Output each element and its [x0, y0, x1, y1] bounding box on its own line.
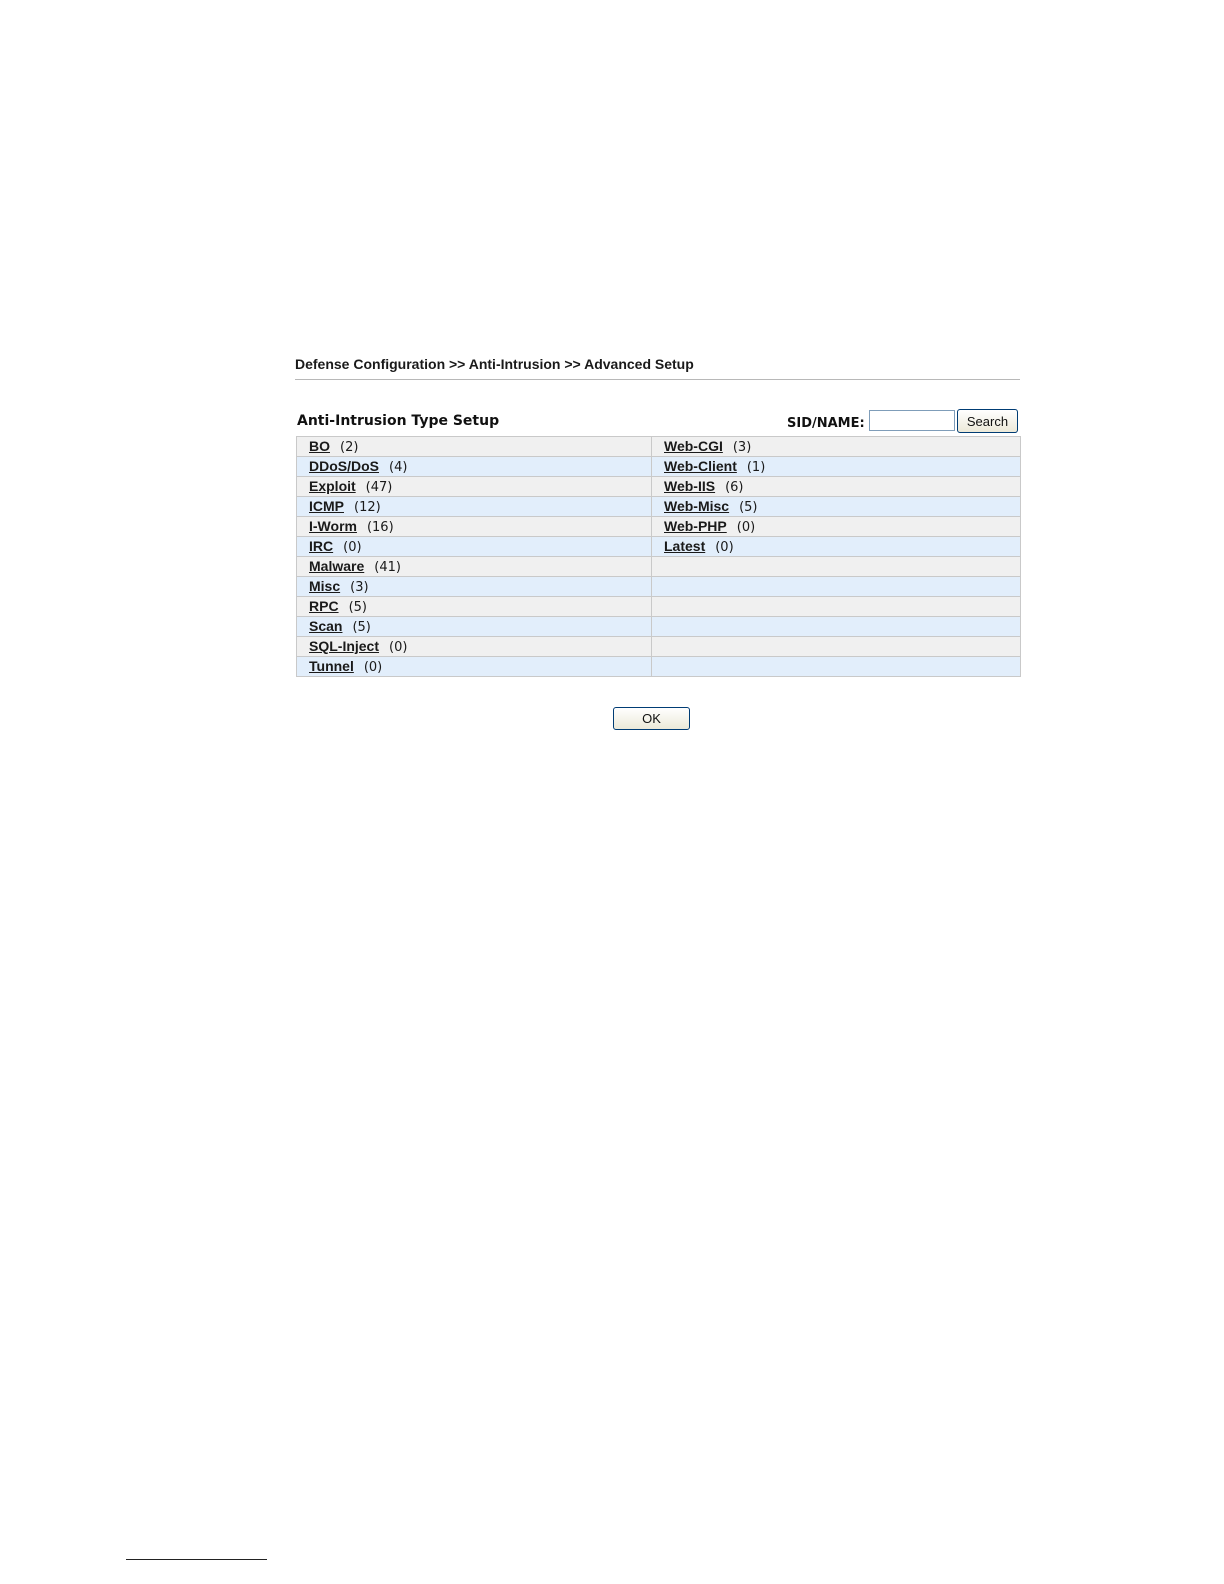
- type-link[interactable]: DDoS/DoS: [309, 458, 379, 474]
- type-cell: [652, 497, 1021, 517]
- type-cell: [297, 497, 652, 517]
- type-cell: [297, 517, 652, 537]
- type-cell: [652, 457, 1021, 477]
- type-link[interactable]: Exploit: [309, 478, 356, 494]
- table-row: [297, 437, 1021, 457]
- type-cell: [652, 557, 1021, 577]
- type-link[interactable]: Tunnel: [309, 658, 354, 674]
- type-count: (4): [389, 460, 408, 475]
- type-link[interactable]: Web-PHP: [664, 518, 727, 534]
- ok-button[interactable]: OK: [613, 707, 690, 730]
- type-link[interactable]: Web-CGI: [664, 438, 723, 454]
- type-link[interactable]: RPC: [309, 598, 339, 614]
- type-link[interactable]: Scan: [309, 618, 343, 634]
- type-count: (3): [350, 580, 369, 595]
- table-row: [297, 637, 1021, 657]
- type-cell: [652, 537, 1021, 557]
- type-cell: [652, 657, 1021, 677]
- type-cell: [297, 597, 652, 617]
- type-cell: [652, 617, 1021, 637]
- table-row: [297, 517, 1021, 537]
- intrusion-type-table-body: [297, 437, 1021, 677]
- type-count: (2): [340, 440, 359, 455]
- table-row: [297, 537, 1021, 557]
- type-cell: [297, 617, 652, 637]
- table-row: [297, 557, 1021, 577]
- section-title: Anti-Intrusion Type Setup: [297, 413, 500, 429]
- type-cell: [297, 477, 652, 497]
- type-count: (0): [389, 640, 408, 655]
- type-count: (0): [363, 660, 383, 675]
- type-link[interactable]: Web-Client: [664, 458, 737, 474]
- type-cell: [652, 597, 1021, 617]
- type-cell: [297, 537, 652, 557]
- type-count: (41): [374, 560, 401, 575]
- search-input[interactable]: [869, 410, 955, 431]
- type-cell: [652, 577, 1021, 597]
- type-link[interactable]: Malware: [309, 558, 365, 574]
- type-link[interactable]: Web-Misc: [664, 498, 730, 514]
- type-count: (5): [352, 620, 371, 635]
- type-link[interactable]: Latest: [664, 538, 706, 554]
- table-row: [297, 457, 1021, 477]
- type-count: (0): [343, 540, 362, 555]
- type-count: (47): [365, 480, 393, 495]
- type-link[interactable]: Web-IIS: [664, 478, 716, 494]
- type-cell: [297, 657, 652, 677]
- type-count: (16): [366, 520, 394, 535]
- search-label: SID/NAME:: [787, 416, 865, 431]
- table-row: [297, 477, 1021, 497]
- type-link[interactable]: SQL-Inject: [309, 638, 380, 654]
- table-row: [297, 577, 1021, 597]
- breadcrumb: Defense Configuration >> Anti-Intrusion >> Advanced Setup: [295, 356, 694, 372]
- type-link[interactable]: Misc: [309, 578, 341, 594]
- footnote-divider: [126, 1559, 267, 1560]
- type-count: (3): [732, 440, 752, 455]
- type-cell: [297, 637, 652, 657]
- type-cell: [652, 477, 1021, 497]
- type-link[interactable]: ICMP: [309, 498, 344, 514]
- title-divider: [295, 379, 1020, 380]
- type-cell: [297, 457, 652, 477]
- intrusion-type-table: [296, 436, 1021, 677]
- type-count: (5): [348, 600, 367, 615]
- type-link[interactable]: BO: [309, 438, 330, 454]
- type-count: (12): [354, 500, 381, 515]
- type-link[interactable]: IRC: [309, 538, 334, 554]
- table-row: [297, 497, 1021, 517]
- type-cell: [652, 637, 1021, 657]
- type-cell: [652, 517, 1021, 537]
- type-cell: [297, 557, 652, 577]
- type-link[interactable]: I-Worm: [309, 518, 357, 534]
- type-cell: [297, 437, 652, 457]
- type-count: (1): [746, 460, 766, 475]
- type-count: (0): [736, 520, 756, 535]
- type-cell: [652, 437, 1021, 457]
- search-button[interactable]: Search: [957, 409, 1018, 433]
- type-count: (6): [725, 480, 744, 495]
- table-row: [297, 597, 1021, 617]
- table-row: [297, 617, 1021, 637]
- type-count: (5): [739, 500, 758, 515]
- type-count: (0): [715, 540, 734, 555]
- type-cell: [297, 577, 652, 597]
- table-row: [297, 657, 1021, 677]
